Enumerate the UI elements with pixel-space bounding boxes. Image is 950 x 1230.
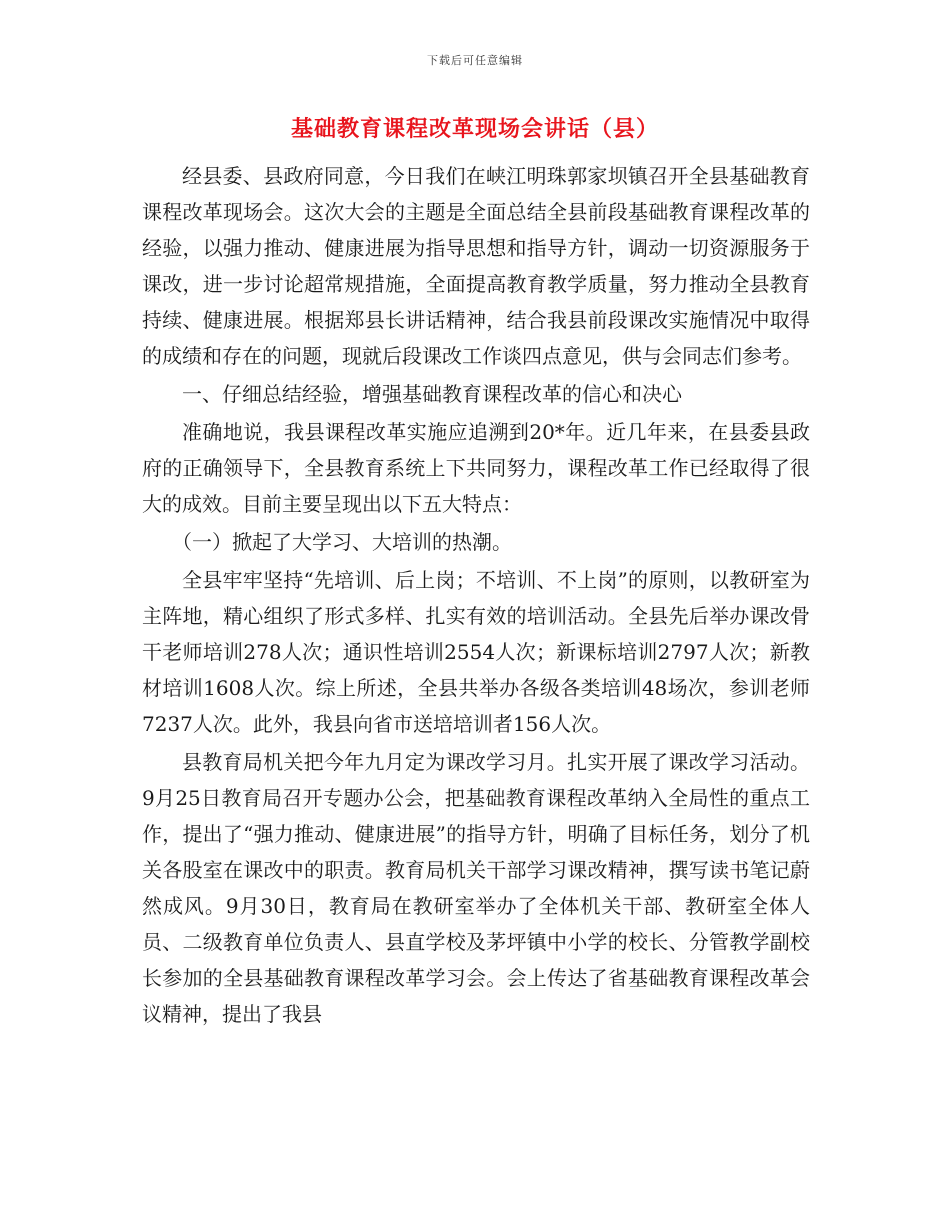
document-body (142, 158, 810, 1034)
paragraph-background: 准确地说，我县课程改革实施应追溯到20*年。近几年来，在县委县政府的正确领导下，全县教育系统上下共同努力，课程改革工作已经取得了很大的成效。目前主要呈现出以下五大特点： (142, 420, 810, 516)
sub-heading-1: （一）掀起了大学习、大培训的热潮。 (172, 530, 512, 554)
paragraph-training: 全县牢牢坚持“先培训、后上岗；不培训、不上岗”的原则，以教研室为主阵地，精心组织了形式多样、扎实有效的培训活动。全县先后举办课改骨干老师培训278人次；通识性培训2554人次；新课标培训2797人次；新教材培训1608人次。综上所述，全县共举办各级各类培训48场次，参训老师7237人次。此外，我县向省市送培培训者156人次。 (142, 568, 810, 736)
section-heading-1: 一、仔细总结经验，增强基础教育课程改革的信心和决心 (182, 382, 682, 406)
paragraph-intro: 经县委、县政府同意，今日我们在峡江明珠郭家坝镇召开全县基础教育课程改革现场会。这次大会的主题是全面总结全县前段基础教育课程改革的经验，以强力推动、健康进展为指导思想和指导方针，调动一切资源服务于课改，进一步讨论超常规措施，全面提高教育教学质量，努力推动全县教育持续、健康进展。根据郑县长讲话精神，结合我县前段课改实施情况中取得的成绩和存在的问题，现就后段课改工作谈四点意见，供与会同志们参考。 (142, 164, 810, 368)
header-note: 下载后可任意编辑 (427, 54, 523, 67)
paragraph-study-month: 县教育局机关把今年九月定为课改学习月。扎实开展了课改学习活动。9月25日教育局召开专题办公会，把基础教育课程改革纳入全局性的重点工作，提出了“强力推动、健康进展”的指导方针，明确了目标任务，划分了机关各股室在课改中的职责。教育局机关干部学习课改精神，撰写读书笔记蔚然成风。9月30日，教育局在教研室举办了全体机关干部、教研室全体人员、二级教育单位负责人、县直学校及茅坪镇中小学的校长、分管教学副校长参加的全县基础教育课程改革学习会。会上传达了省基础教育课程改革会议精神，提出了我县 (142, 750, 810, 1026)
document-title: 基础教育课程改革现场会讲话（县） (290, 116, 659, 142)
